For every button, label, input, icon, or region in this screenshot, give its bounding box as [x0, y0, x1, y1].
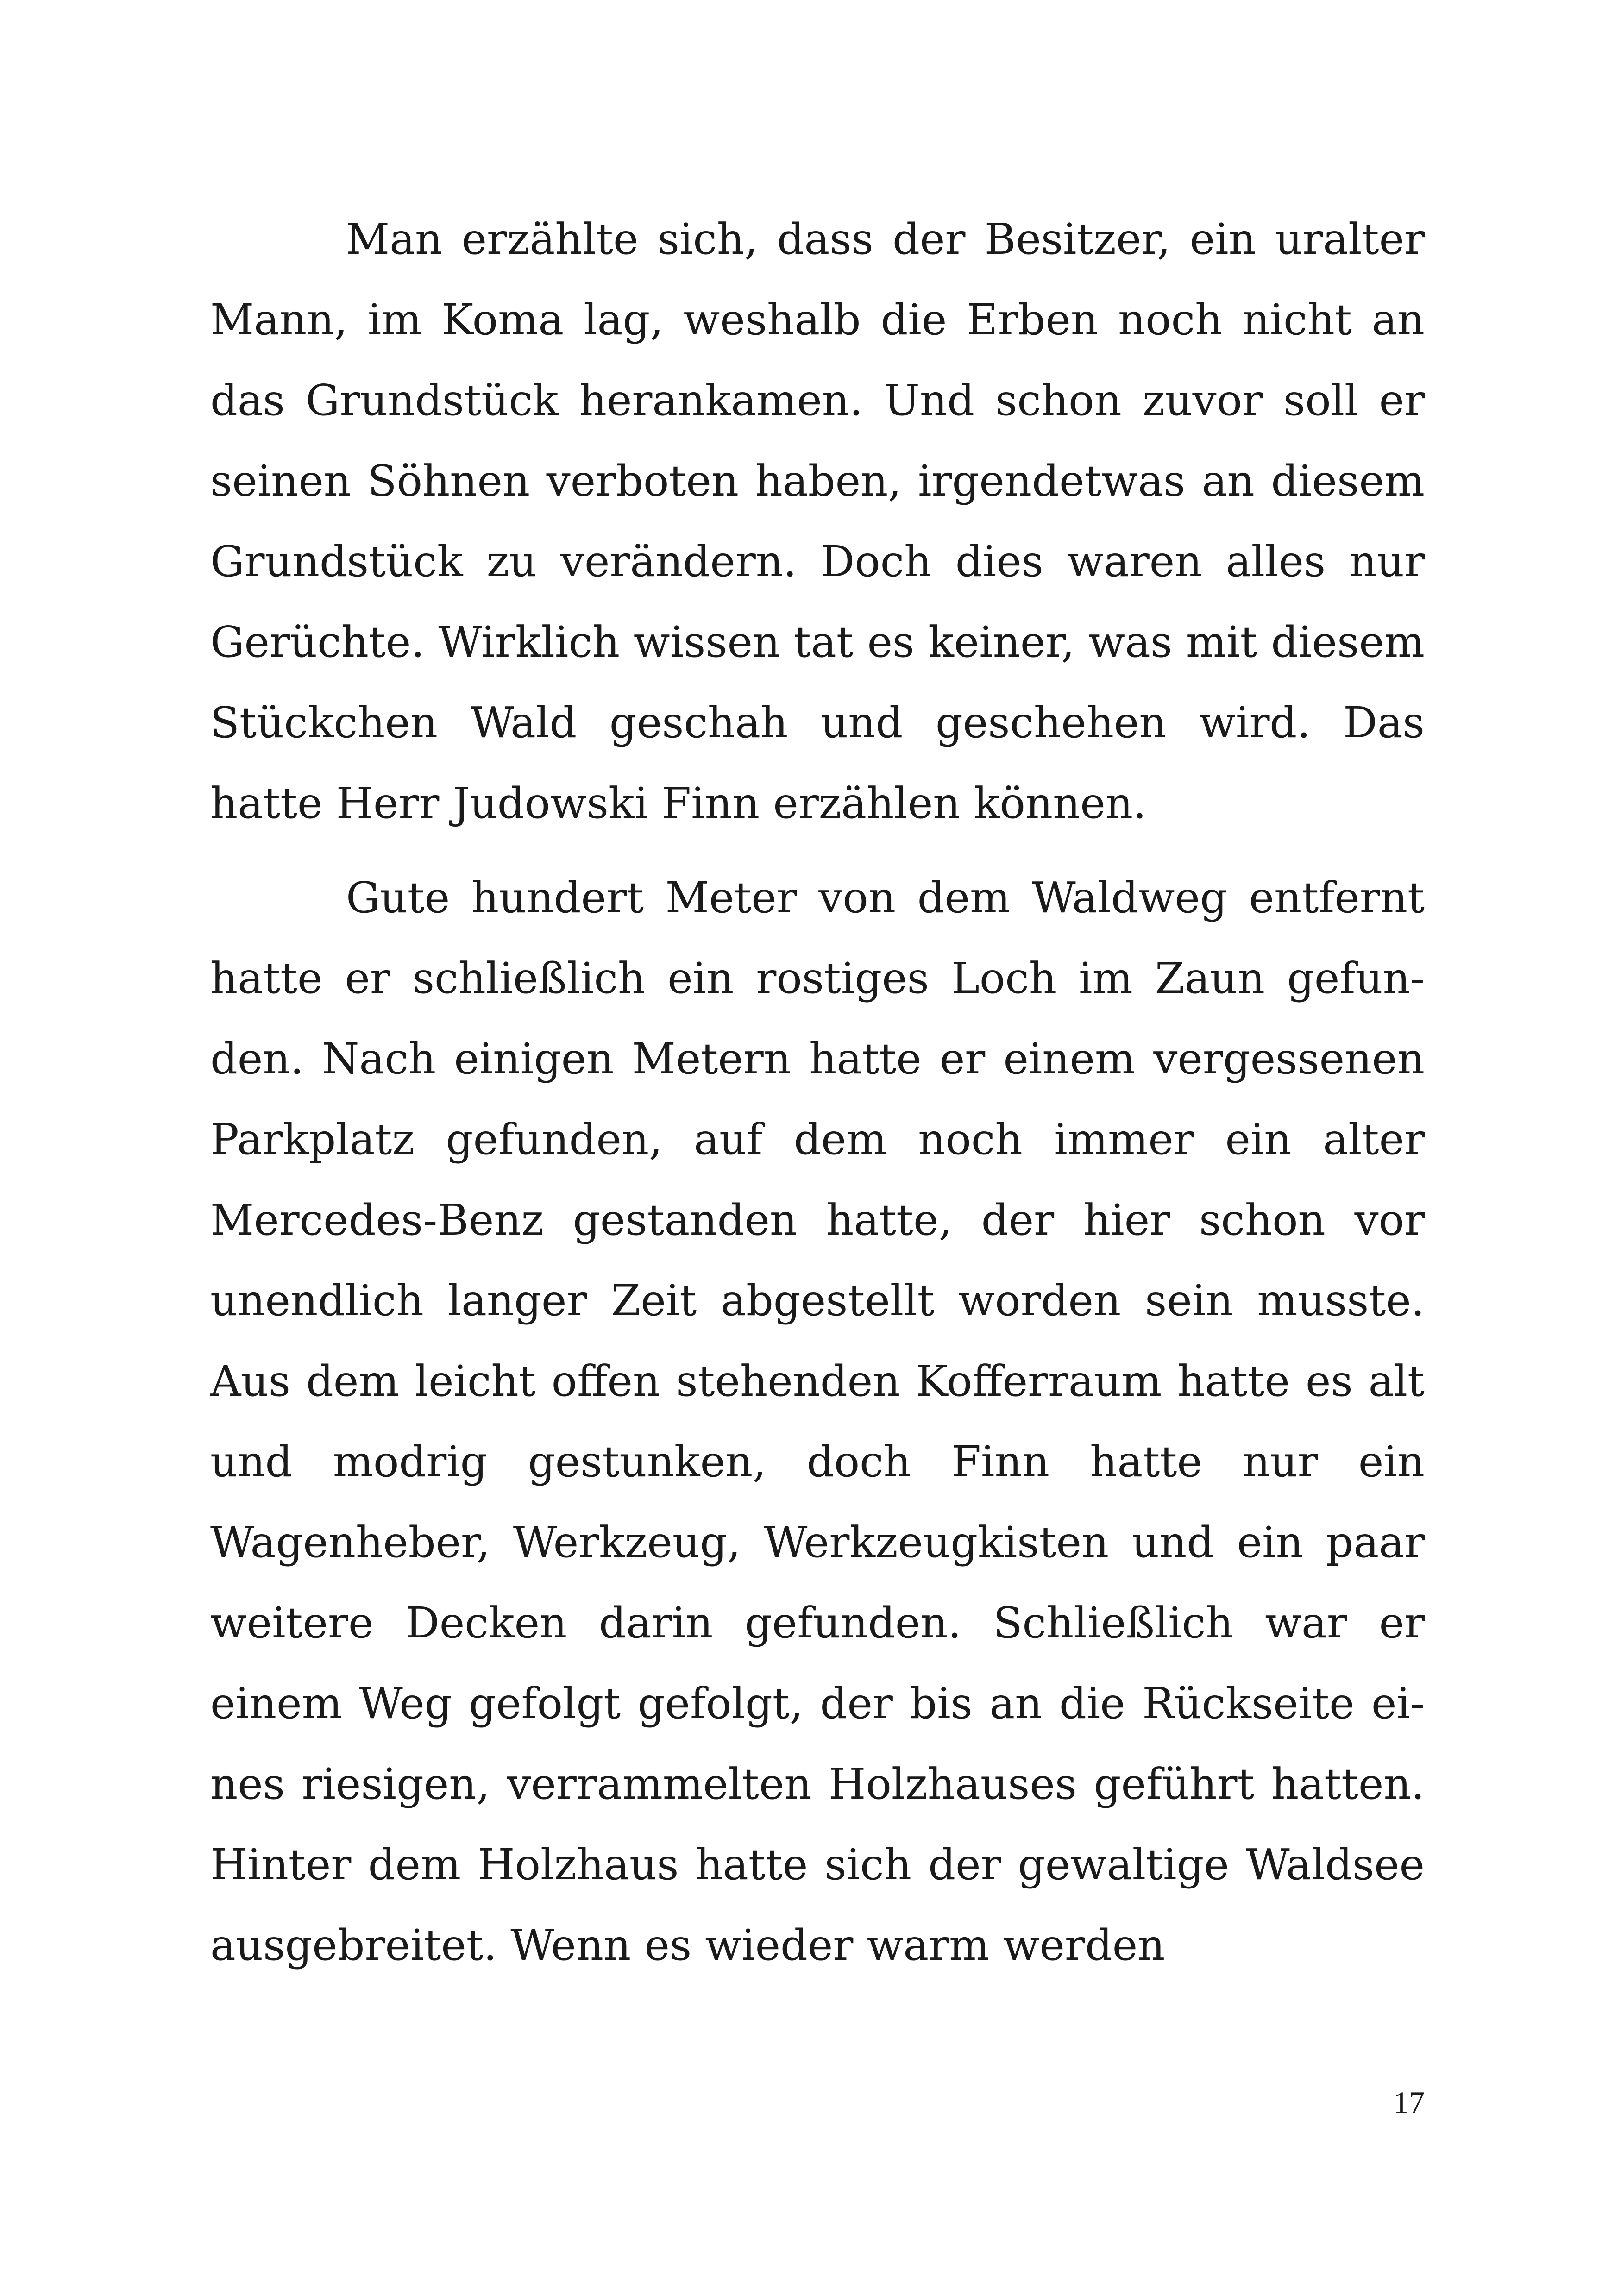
page-body [210, 199, 1425, 1986]
paragraph-2: Gute hundert Meter von dem Waldweg entfernt hatte er schließlich ein rostiges Loch im Zaun gefunden. Nach einigen Metern hatte er einem vergessenen Parkplatz gefunden, auf dem noch immer ein alter Mercedes-Benz gestanden hatte, der hier schon vor unendlich langer Zeit abgestellt worden sein musste. Aus dem leicht offen stehenden Kofferraum hatte es alt und modrig gestunken, doch Finn hatte nur ein Wagenheber, Werkzeug, Werkzeugkisten und ein paar weitere Decken darin gefunden. Schließlich war er einem Weg gefolgt gefolgt, der bis an die Rückseite eines riesigen, verrammelten Holzhauses geführt hatten. Hinter dem Holzhaus hatte sich der gewaltige Waldsee ausgebreitet. Wenn es wieder warm werden [210, 873, 1425, 1970]
paragraph-1: Man erzählte sich, dass der Besitzer, ein uralter Mann, im Koma lag, weshalb die Erben noch nicht an das Grundstück herankamen. Und schon zuvor soll er seinen Söhnen verboten haben, irgendetwas an diesem Grundstück zu verändern. Doch dies waren alles nur Gerüchte. Wirklich wissen tat es keiner, was mit diesem Stückchen Wald geschah und geschehen wird. Das hatte Herr Judowski Finn erzählen können. [210, 214, 1425, 828]
page-number: 17 [1393, 2085, 1425, 2120]
